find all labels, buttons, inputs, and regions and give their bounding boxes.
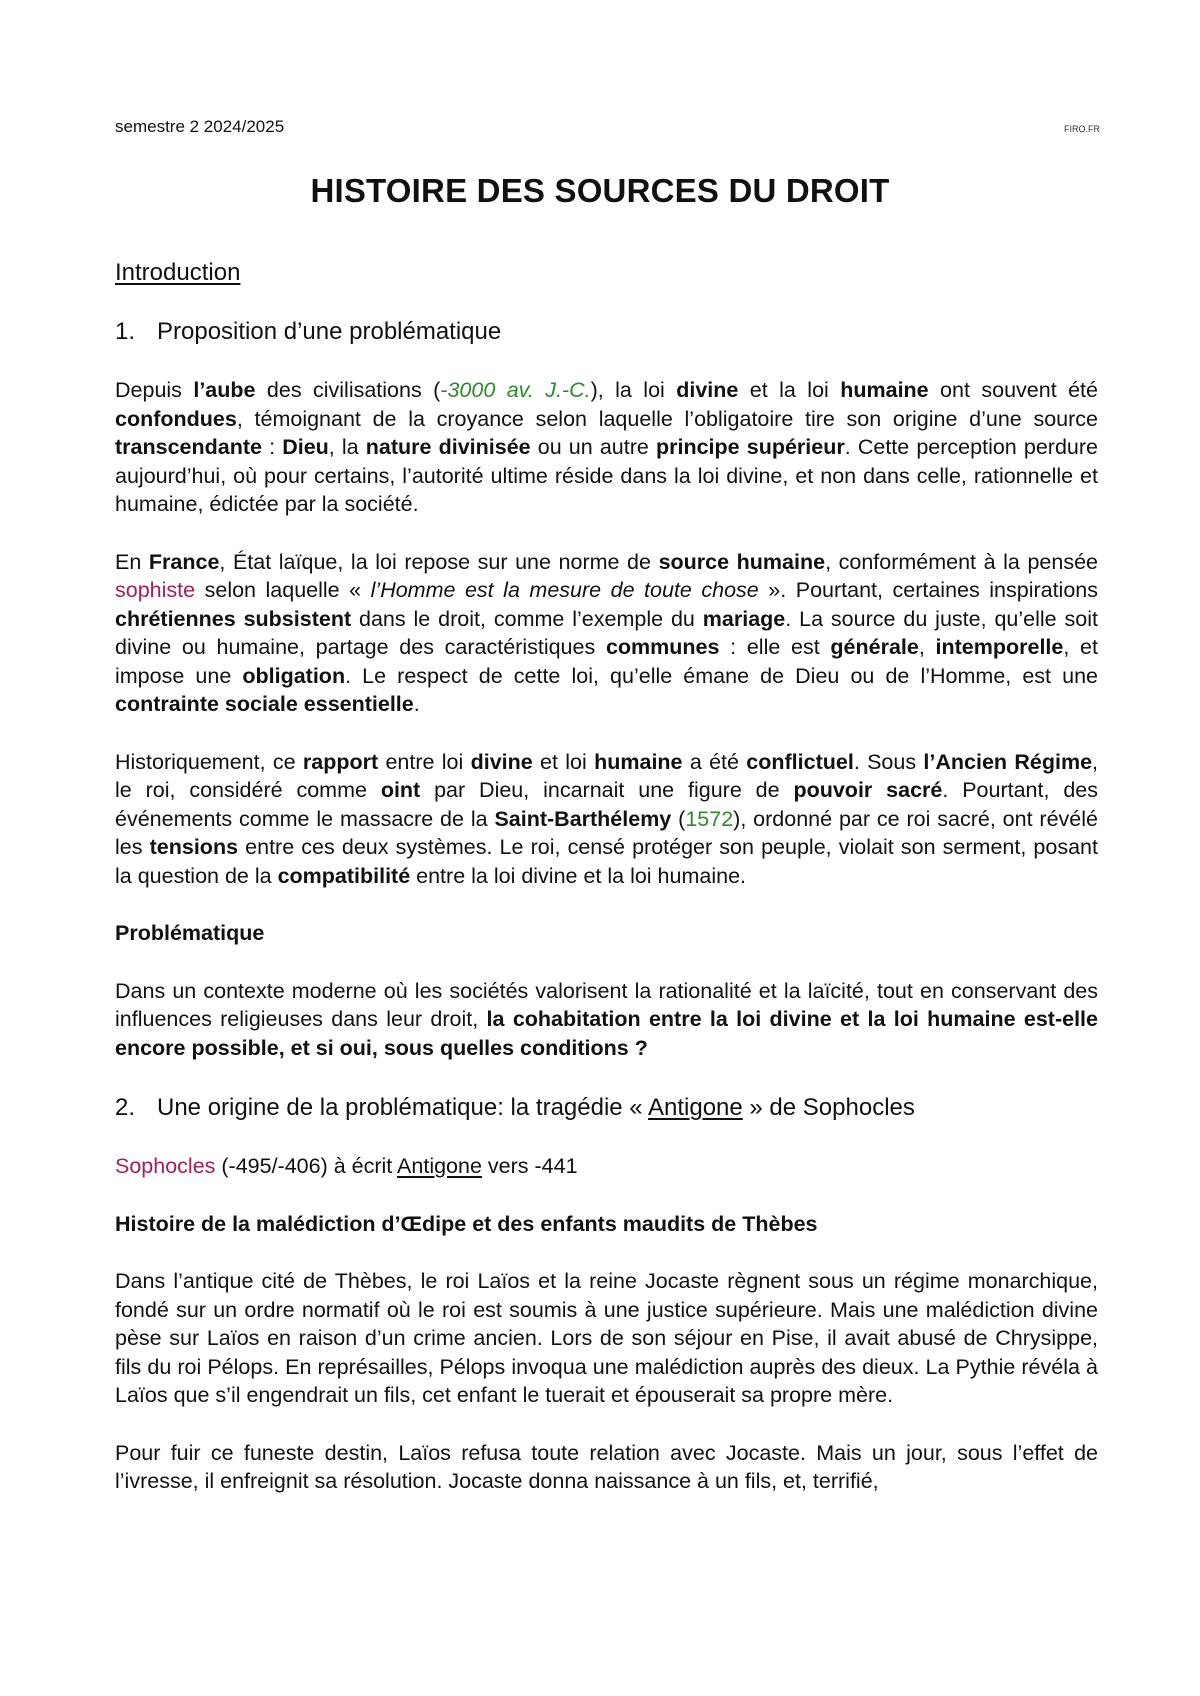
paragraph-2: En France, État laïque, la loi repose sur une norme de source humaine, conformément à la pensée sophiste selon laquelle « l’Homme est la mesure de toute chose ». Pourtant, certaines inspirations chrétiennes subsistent dans le droit, comme l’exemple du mariage. La source du juste, qu’elle soit divine ou humaine, partage des caractéristiques communes : elle est générale, intemporelle, et impose une obligation. Le respect de cette loi, qu’elle émane de Dieu ou de l’Homme, est une contrainte sociale essentielle. bbox=[115, 549, 1099, 716]
source-tag: FIRO.FR bbox=[1064, 124, 1100, 134]
problematique-heading: Problématique bbox=[115, 921, 265, 945]
paragraph-thebes: Dans l’antique cité de Thèbes, le roi Laïos et la reine Jocaste règnent sous un régime monarchique, fondé sur un ordre normatif où le roi est soumis à une justice supérieure. Mais une malédiction divine pèse sur Laïos en raison d’un crime ancien. Lors de son séjour en Pise, il avait abusé de Chrysippe, fils du roi Pélops. En représailles, Pélops invoqua une malédiction auprès des dieux. La Pythie révéla à Laïos que s’il engendrait un fils, cet enfant le tuerait et épouserait sa propre mère. bbox=[115, 1269, 1098, 1407]
semester-label: semestre 2 2024/2025 bbox=[115, 117, 285, 136]
sophocles-link[interactable]: Sophocles bbox=[115, 1154, 216, 1178]
document-body bbox=[115, 258, 1098, 1496]
section-1-title: Proposition d’une problématique bbox=[157, 318, 502, 345]
section-1-heading bbox=[115, 317, 1098, 347]
oedipus-subheading: Histoire de la malédiction d’Œdipe et des enfants maudits de Thèbes bbox=[115, 1211, 818, 1236]
antigone-work-link[interactable]: Antigone bbox=[397, 1154, 482, 1178]
document-title: HISTOIRE DES SOURCES DU DROIT bbox=[310, 172, 890, 209]
section-2-number: 2. bbox=[115, 1094, 136, 1121]
date-3000: -3000 av. J.-C. bbox=[440, 378, 591, 402]
section-2-heading: 2. Une origine de la problématique: la tragédie « Antigone » de Sophocles bbox=[115, 1094, 915, 1121]
antigone-title-link[interactable]: Antigone bbox=[648, 1094, 743, 1121]
paragraph-laios: Pour fuir ce funeste destin, Laïos refusa toute relation avec Jocaste. Mais un jour, sous l’effet de l’ivresse, il enfreignit sa résolution. Jocaste donna naissance à un fils, et, terrifié, bbox=[115, 1440, 1098, 1493]
sophiste-link[interactable]: sophiste bbox=[115, 578, 196, 602]
intro-heading: Introduction bbox=[115, 259, 241, 286]
year-1572: 1572 bbox=[685, 806, 734, 831]
paragraph-3: Historiquement, ce rapport entre loi divine et loi humaine a été conflictuel. Sous l’Ancien Régime, le roi, considéré comme oint par Dieu, incarnait une figure de pouvoir sacré. Pourtant, des événements comme le massacre de la Saint-Barthélemy (1572), ordonné par ce roi sacré, ont révélé les tensions entre ces deux systèmes. Le roi, censé protéger son peuple, violait son serment, posant la question de la compatibilité entre la loi divine et la loi humaine. bbox=[115, 749, 1099, 888]
section-1-number: 1. bbox=[115, 318, 136, 345]
protagoras-quote: l’Homme est la mesure de toute chose bbox=[370, 578, 759, 602]
paragraph-1: Depuis l’aube des civilisations (-3000 av. J.-C.), la loi divine et la loi humaine ont souvent été confondues, témoignant de la croyance selon laquelle l’obligatoire tire son origine d’une source transcendante : Dieu, la nature divinisée ou un autre principe supérieur. Cette perception perdure aujourd’hui, où pour certains, l’autorité ultime réside dans la loi divine, et non dans celle, rationnelle et humaine, édictée par la société. bbox=[115, 378, 1098, 516]
paragraph-sophocles: Sophocles (-495/-406) à écrit Antigone vers -441 bbox=[115, 1154, 578, 1178]
problematique-question: la cohabitation entre la loi divine et la loi humaine est-elle encore possible, et si oui, sous quelles conditions ? bbox=[115, 1007, 1098, 1060]
page-header bbox=[115, 117, 1100, 137]
problematique-paragraph: Dans un contexte moderne où les sociétés valorisent la rationalité et la laïcité, tout en conservant des influences religieuses dans leur droit, la cohabitation entre la loi divine et la loi humaine est-elle encore possible, et si oui, sous quelles conditions ? bbox=[115, 978, 1098, 1060]
